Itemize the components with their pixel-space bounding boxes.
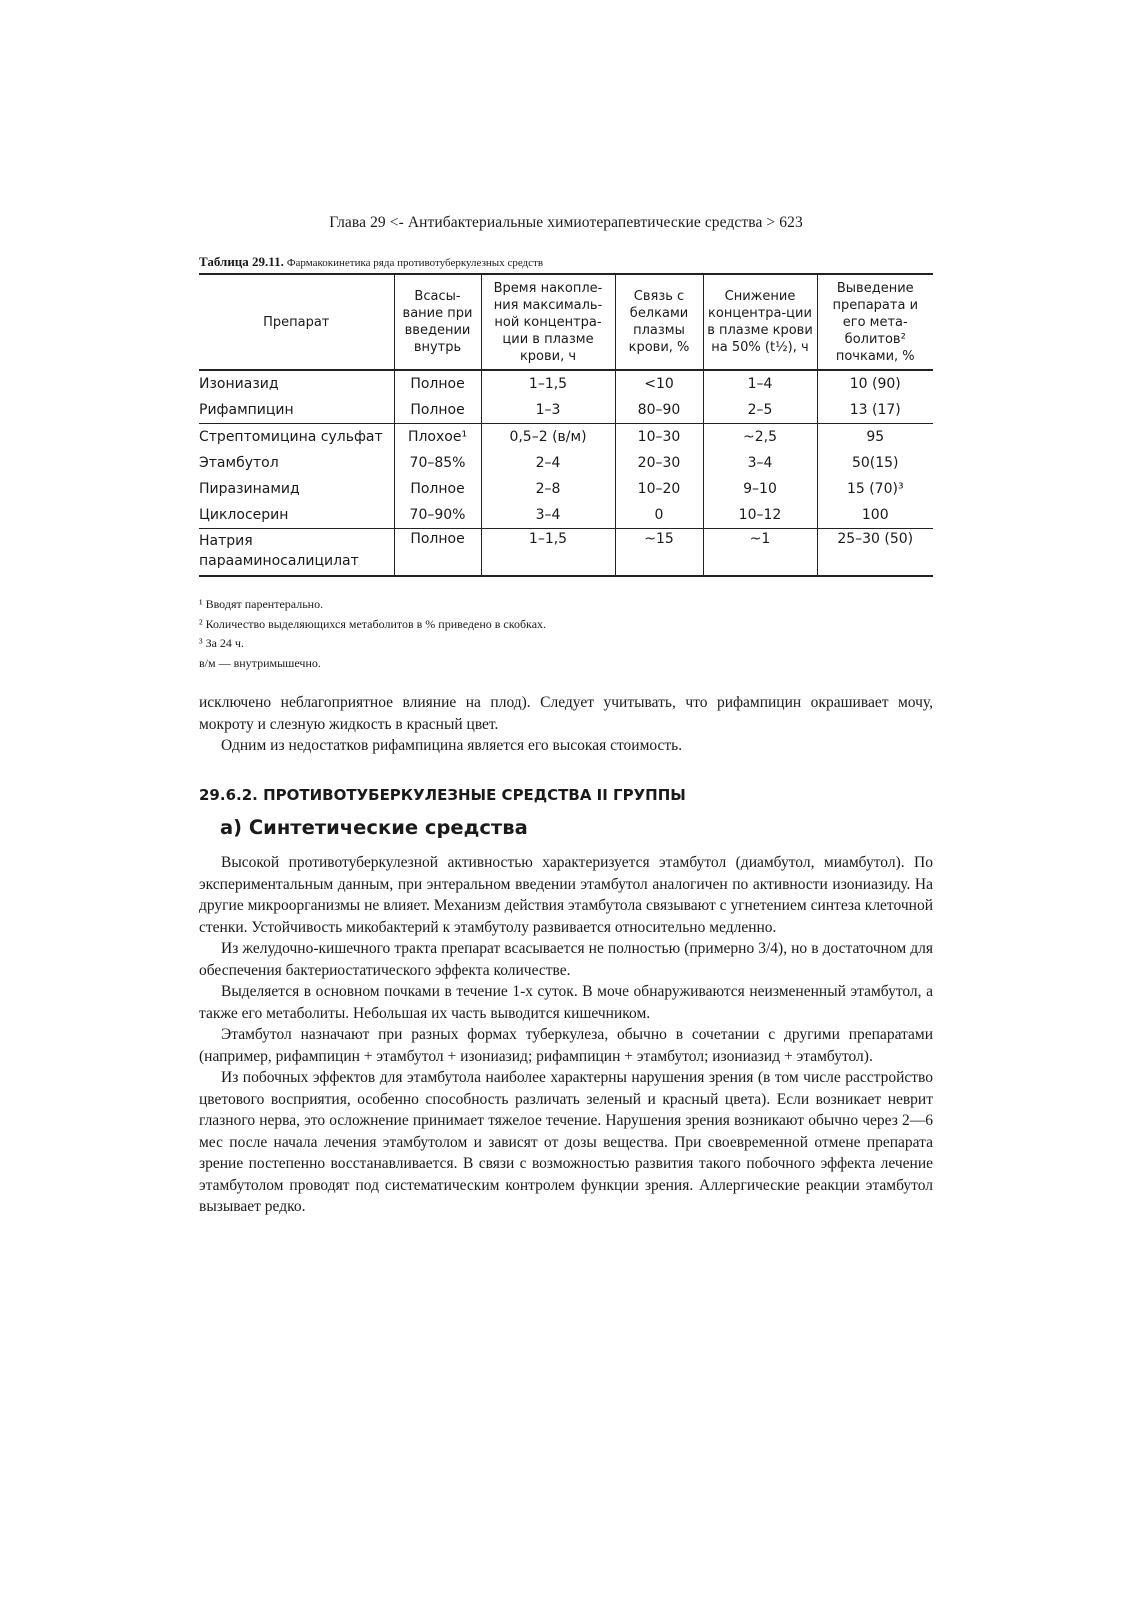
absorption-cell: Полное <box>394 476 481 502</box>
paragraph: Выделяется в основном почками в течение 1-х суток. В моче обнаруживаются неизмененный этамбутол, а также его метаболиты. Небольшая их часть выводится кишечником. <box>199 983 933 1022</box>
half-life-cell: 1–4 <box>703 370 817 397</box>
excretion-cell: 25–30 (50) <box>817 529 933 577</box>
table-row <box>199 424 933 451</box>
footnote: ¹ Вводят парентерально. <box>199 597 324 611</box>
absorption-cell: Плохое¹ <box>394 424 481 451</box>
paragraph: Высокой противотуберкулезной активностью характеризуется этамбутол (диамбутол, миамбутол). По экспериментальным данным, при энтеральном введении этамбутол аналогичен по активности изониазиду. На другие микроорганизмы не влияет. Механизм действия этамбутола связывают с угнетением синтеза клеточной стенки. Устойчивость микобактерий к этамбутолу развивается относительно медленно. <box>199 854 933 936</box>
excretion-cell: 10 (90) <box>817 370 933 397</box>
protein-binding-cell: 80–90 <box>615 397 703 424</box>
footnote: в/м — внутримышечно. <box>199 655 321 670</box>
pharmacokinetics-table <box>199 273 933 577</box>
protein-binding-cell: 10–20 <box>615 476 703 502</box>
intro-text <box>199 692 933 757</box>
absorption-cell: Полное <box>394 397 481 424</box>
tmax-cell: 3–4 <box>481 502 615 529</box>
main-text <box>199 852 933 1218</box>
table-caption-text: Фармакокинетика ряда противотуберкулезных средств <box>286 257 544 269</box>
excretion-cell: 95 <box>817 424 933 451</box>
table-row <box>199 397 933 424</box>
tmax-cell: 1–1,5 <box>481 370 615 397</box>
table-row <box>199 450 933 476</box>
footnote: ³ За 24 ч. <box>199 636 244 650</box>
half-life-cell: 10–12 <box>703 502 817 529</box>
absorption-cell: Полное <box>394 529 481 577</box>
drug-name-cell: Пиразинамид <box>199 481 300 497</box>
column-header: Время накопле-ния максималь-ной концентра-ции в плазме крови, ч <box>481 274 615 370</box>
protein-binding-cell: ~15 <box>615 529 703 577</box>
paragraph: Из побочных эффектов для этамбутола наиболее характерны нарушения зрения (в том числе расстройство цветового восприятия, особенно способность различать зеленый и красный цвета). Если возникает неврит глазного нерва, это осложнение принимает тяжелое течение. Нарушения зрения возникают обычно через 2—6 мес после начала лечения этамбутолом и зависят от дозы вещества. При своевременной отмене препарата зрение постепенно восстанавливается. В связи с возможностью развития такого побочного эффекта лечение этамбутолом проводят под систематическим контролем функции зрения. Аллергические реакции этамбутол вызывает редко. <box>199 1069 933 1215</box>
excretion-cell: 50(15) <box>817 450 933 476</box>
table-row <box>199 502 933 529</box>
section-heading: 29.6.2. ПРОТИВОТУБЕРКУЛЕЗНЫЕ СРЕДСТВА II ГРУППЫ <box>199 786 686 804</box>
table-caption <box>199 254 543 270</box>
excretion-cell: 13 (17) <box>817 397 933 424</box>
protein-binding-cell: 10–30 <box>615 424 703 451</box>
document-page <box>199 0 933 1600</box>
paragraph: исключено неблагоприятное влияние на плод). Следует учитывать, что рифампицин окрашивает мочу, мокроту и слезную жидкость в красный цвет. <box>199 694 933 733</box>
column-header: Снижение концентра-ции в плазме крови на 50% (t½), ч <box>703 274 817 370</box>
paragraph: Этамбутол назначают при разных формах туберкулеза, обычно в сочетании с другими препаратами (например, рифампицин + этамбутол + изониазид; рифампицин + этамбутол; изониазид + этамбутол). <box>199 1026 933 1065</box>
half-life-cell: ~1 <box>703 529 817 577</box>
protein-binding-cell: 20–30 <box>615 450 703 476</box>
column-header: Препарат <box>199 274 394 370</box>
tmax-cell: 1–3 <box>481 397 615 424</box>
drug-name-cell: Рифампицин <box>199 402 294 418</box>
footnote: ² Количество выделяющихся метаболитов в % приведено в скобках. <box>199 616 547 631</box>
table-footnotes <box>199 595 546 673</box>
table-row <box>199 370 933 397</box>
drug-name-cell: Этамбутол <box>199 455 279 471</box>
protein-binding-cell: 0 <box>615 502 703 529</box>
tmax-cell: 1–1,5 <box>481 529 615 577</box>
protein-binding-cell: <10 <box>615 370 703 397</box>
excretion-cell: 15 (70)³ <box>817 476 933 502</box>
absorption-cell: Полное <box>394 370 481 397</box>
paragraph: Одним из недостатков рифампицина является его высокая стоимость. <box>221 737 683 754</box>
tmax-cell: 2–4 <box>481 450 615 476</box>
half-life-cell: 9–10 <box>703 476 817 502</box>
drug-name-cell: Изониазид <box>199 376 279 392</box>
half-life-cell: 3–4 <box>703 450 817 476</box>
excretion-cell: 100 <box>817 502 933 529</box>
tmax-cell: 0,5–2 (в/м) <box>481 424 615 451</box>
drug-name-cell: Натрия парааминосалицилат <box>199 529 394 577</box>
half-life-cell: ~2,5 <box>703 424 817 451</box>
table-caption-number: Таблица 29.11. <box>199 254 284 269</box>
table-row <box>199 529 933 577</box>
tmax-cell: 2–8 <box>481 476 615 502</box>
half-life-cell: 2–5 <box>703 397 817 424</box>
running-header: Глава 29 <- Антибактериальные химиотерапевтические средства > 623 <box>329 214 803 231</box>
table-row <box>199 476 933 502</box>
paragraph: Из желудочно-кишечного тракта препарат всасывается не полностью (примерно 3/4), но в достаточном для обеспечения бактериостатического эффекта количестве. <box>199 940 933 979</box>
table-header-row <box>199 274 933 370</box>
drug-name-cell: Стрептомицина сульфат <box>199 424 394 451</box>
absorption-cell: 70–90% <box>394 502 481 529</box>
column-header: Связь с белками плазмы крови, % <box>615 274 703 370</box>
drug-name-cell: Циклосерин <box>199 507 289 523</box>
absorption-cell: 70–85% <box>394 450 481 476</box>
subsection-heading: а) Синтетические средства <box>220 816 528 839</box>
column-header: Всасы-вание при введении внутрь <box>394 274 481 370</box>
column-header: Выведение препарата и его мета-болитов² почками, % <box>817 274 933 370</box>
